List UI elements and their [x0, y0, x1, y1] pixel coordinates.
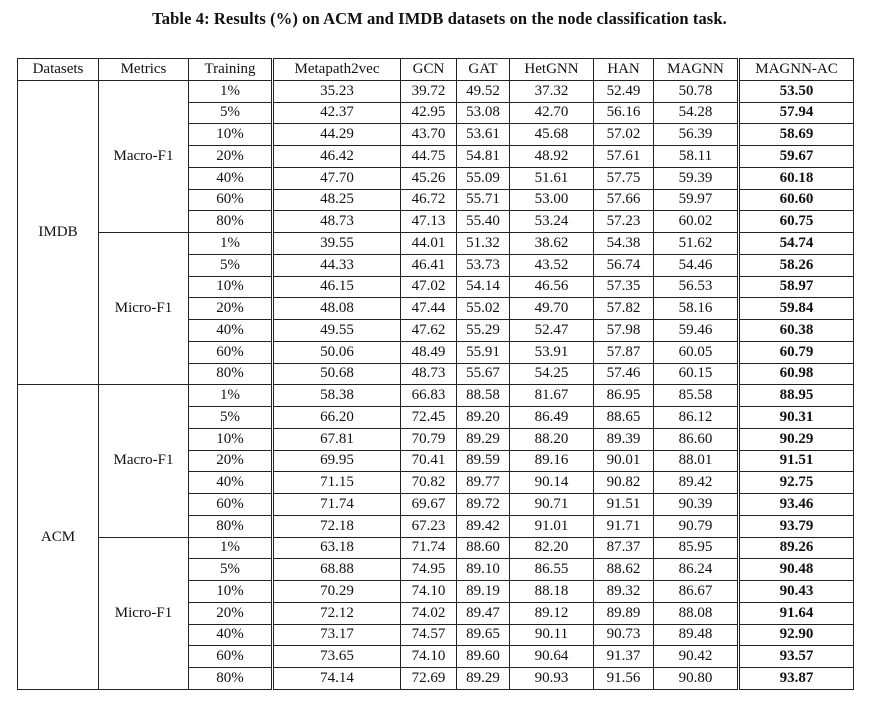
metapath2vec-cell: 44.33 [273, 254, 401, 276]
hetgnn-cell: 82.20 [510, 537, 594, 559]
magnn-cell: 59.46 [654, 320, 739, 342]
metric-label: Macro-F1 [99, 385, 189, 537]
han-cell: 90.73 [594, 624, 654, 646]
magnn-ac-cell: 54.74 [739, 233, 854, 255]
han-cell: 91.51 [594, 494, 654, 516]
hetgnn-cell: 38.62 [510, 233, 594, 255]
results-table [17, 58, 854, 690]
training-cell: 1% [189, 537, 273, 559]
metapath2vec-cell: 48.08 [273, 298, 401, 320]
gcn-cell: 74.02 [401, 602, 457, 624]
training-cell: 80% [189, 363, 273, 385]
magnn-cell: 86.24 [654, 559, 739, 581]
hetgnn-cell: 90.93 [510, 668, 594, 690]
metapath2vec-cell: 46.42 [273, 146, 401, 168]
hetgnn-cell: 86.55 [510, 559, 594, 581]
gat-cell: 89.77 [457, 472, 510, 494]
gat-cell: 54.81 [457, 146, 510, 168]
hetgnn-cell: 86.49 [510, 407, 594, 429]
magnn-ac-cell: 93.87 [739, 668, 854, 690]
training-cell: 80% [189, 515, 273, 537]
han-cell: 57.66 [594, 189, 654, 211]
metapath2vec-cell: 49.55 [273, 320, 401, 342]
han-cell: 88.62 [594, 559, 654, 581]
magnn-ac-cell: 60.60 [739, 189, 854, 211]
gat-cell: 55.40 [457, 211, 510, 233]
magnn-cell: 51.62 [654, 233, 739, 255]
hetgnn-cell: 89.12 [510, 602, 594, 624]
hetgnn-cell: 45.68 [510, 124, 594, 146]
metapath2vec-cell: 73.65 [273, 646, 401, 668]
magnn-cell: 60.15 [654, 363, 739, 385]
hetgnn-cell: 53.91 [510, 341, 594, 363]
table-row [18, 233, 854, 255]
gat-cell: 53.08 [457, 102, 510, 124]
magnn-cell: 88.01 [654, 450, 739, 472]
gcn-cell: 74.10 [401, 646, 457, 668]
gcn-cell: 45.26 [401, 167, 457, 189]
magnn-ac-cell: 60.38 [739, 320, 854, 342]
magnn-cell: 86.12 [654, 407, 739, 429]
metapath2vec-cell: 69.95 [273, 450, 401, 472]
han-cell: 88.65 [594, 407, 654, 429]
gcn-cell: 39.72 [401, 80, 457, 102]
training-cell: 40% [189, 167, 273, 189]
training-cell: 10% [189, 428, 273, 450]
magnn-cell: 60.02 [654, 211, 739, 233]
gat-cell: 89.10 [457, 559, 510, 581]
training-cell: 1% [189, 233, 273, 255]
magnn-cell: 86.67 [654, 581, 739, 603]
magnn-cell: 85.58 [654, 385, 739, 407]
gcn-cell: 70.82 [401, 472, 457, 494]
hetgnn-cell: 43.52 [510, 254, 594, 276]
han-cell: 57.02 [594, 124, 654, 146]
table-caption: Table 4: Results (%) on ACM and IMDB datasets on the node classification task. [152, 9, 727, 28]
gcn-cell: 71.74 [401, 537, 457, 559]
header-metapath2vec: Metapath2vec [273, 59, 401, 81]
hetgnn-cell: 88.20 [510, 428, 594, 450]
gat-cell: 55.29 [457, 320, 510, 342]
han-cell: 57.23 [594, 211, 654, 233]
hetgnn-cell: 90.11 [510, 624, 594, 646]
magnn-cell: 59.97 [654, 189, 739, 211]
training-cell: 10% [189, 276, 273, 298]
gcn-cell: 72.45 [401, 407, 457, 429]
gat-cell: 55.71 [457, 189, 510, 211]
training-cell: 80% [189, 668, 273, 690]
magnn-ac-cell: 60.18 [739, 167, 854, 189]
header-datasets: Datasets [18, 59, 99, 81]
gat-cell: 55.67 [457, 363, 510, 385]
magnn-ac-cell: 90.48 [739, 559, 854, 581]
hetgnn-cell: 81.67 [510, 385, 594, 407]
magnn-ac-cell: 90.43 [739, 581, 854, 603]
training-cell: 5% [189, 559, 273, 581]
magnn-ac-cell: 93.57 [739, 646, 854, 668]
training-cell: 40% [189, 320, 273, 342]
gcn-cell: 66.83 [401, 385, 457, 407]
metapath2vec-cell: 44.29 [273, 124, 401, 146]
metapath2vec-cell: 63.18 [273, 537, 401, 559]
gcn-cell: 74.10 [401, 581, 457, 603]
hetgnn-cell: 53.00 [510, 189, 594, 211]
header-magnn-ac: MAGNN-AC [739, 59, 854, 81]
gcn-cell: 69.67 [401, 494, 457, 516]
magnn-ac-cell: 57.94 [739, 102, 854, 124]
han-cell: 57.61 [594, 146, 654, 168]
header-metrics: Metrics [99, 59, 189, 81]
gcn-cell: 47.44 [401, 298, 457, 320]
magnn-cell: 58.11 [654, 146, 739, 168]
magnn-ac-cell: 58.69 [739, 124, 854, 146]
training-cell: 60% [189, 494, 273, 516]
training-cell: 5% [189, 407, 273, 429]
magnn-ac-cell: 89.26 [739, 537, 854, 559]
gcn-cell: 47.02 [401, 276, 457, 298]
magnn-cell: 56.39 [654, 124, 739, 146]
header-han: HAN [594, 59, 654, 81]
gat-cell: 89.72 [457, 494, 510, 516]
magnn-cell: 60.05 [654, 341, 739, 363]
training-cell: 20% [189, 146, 273, 168]
magnn-ac-cell: 90.29 [739, 428, 854, 450]
training-cell: 5% [189, 102, 273, 124]
metapath2vec-cell: 73.17 [273, 624, 401, 646]
magnn-ac-cell: 91.64 [739, 602, 854, 624]
magnn-ac-cell: 59.67 [739, 146, 854, 168]
gcn-cell: 74.95 [401, 559, 457, 581]
gcn-cell: 48.49 [401, 341, 457, 363]
hetgnn-cell: 89.16 [510, 450, 594, 472]
gat-cell: 55.91 [457, 341, 510, 363]
gat-cell: 89.60 [457, 646, 510, 668]
training-cell: 1% [189, 80, 273, 102]
header-gcn: GCN [401, 59, 457, 81]
magnn-ac-cell: 92.75 [739, 472, 854, 494]
han-cell: 56.16 [594, 102, 654, 124]
dataset-label: IMDB [18, 80, 99, 385]
table-row [18, 537, 854, 559]
gcn-cell: 74.57 [401, 624, 457, 646]
han-cell: 91.56 [594, 668, 654, 690]
gcn-cell: 48.73 [401, 363, 457, 385]
gcn-cell: 46.72 [401, 189, 457, 211]
table-body [18, 80, 854, 689]
training-cell: 10% [189, 581, 273, 603]
han-cell: 57.35 [594, 276, 654, 298]
magnn-ac-cell: 88.95 [739, 385, 854, 407]
gcn-cell: 46.41 [401, 254, 457, 276]
header-hetgnn: HetGNN [510, 59, 594, 81]
metapath2vec-cell: 35.23 [273, 80, 401, 102]
hetgnn-cell: 90.71 [510, 494, 594, 516]
training-cell: 1% [189, 385, 273, 407]
gat-cell: 89.47 [457, 602, 510, 624]
gat-cell: 89.29 [457, 428, 510, 450]
han-cell: 57.98 [594, 320, 654, 342]
training-cell: 20% [189, 602, 273, 624]
magnn-ac-cell: 58.97 [739, 276, 854, 298]
metric-label: Micro-F1 [99, 537, 189, 689]
gcn-cell: 47.62 [401, 320, 457, 342]
magnn-ac-cell: 60.98 [739, 363, 854, 385]
magnn-ac-cell: 93.46 [739, 494, 854, 516]
hetgnn-cell: 90.64 [510, 646, 594, 668]
header-gat: GAT [457, 59, 510, 81]
header-row [18, 59, 854, 81]
han-cell: 56.74 [594, 254, 654, 276]
metapath2vec-cell: 47.70 [273, 167, 401, 189]
metapath2vec-cell: 46.15 [273, 276, 401, 298]
training-cell: 40% [189, 624, 273, 646]
metapath2vec-cell: 74.14 [273, 668, 401, 690]
han-cell: 54.38 [594, 233, 654, 255]
magnn-ac-cell: 60.75 [739, 211, 854, 233]
metapath2vec-cell: 70.29 [273, 581, 401, 603]
han-cell: 57.75 [594, 167, 654, 189]
magnn-cell: 90.42 [654, 646, 739, 668]
magnn-cell: 89.48 [654, 624, 739, 646]
gat-cell: 89.59 [457, 450, 510, 472]
gat-cell: 89.20 [457, 407, 510, 429]
metapath2vec-cell: 42.37 [273, 102, 401, 124]
metapath2vec-cell: 72.12 [273, 602, 401, 624]
gat-cell: 53.73 [457, 254, 510, 276]
metapath2vec-cell: 58.38 [273, 385, 401, 407]
table-row [18, 80, 854, 102]
metapath2vec-cell: 72.18 [273, 515, 401, 537]
han-cell: 89.39 [594, 428, 654, 450]
magnn-ac-cell: 60.79 [739, 341, 854, 363]
gcn-cell: 67.23 [401, 515, 457, 537]
gat-cell: 89.65 [457, 624, 510, 646]
gcn-cell: 42.95 [401, 102, 457, 124]
han-cell: 52.49 [594, 80, 654, 102]
hetgnn-cell: 46.56 [510, 276, 594, 298]
han-cell: 57.87 [594, 341, 654, 363]
magnn-cell: 90.79 [654, 515, 739, 537]
gat-cell: 89.42 [457, 515, 510, 537]
gcn-cell: 72.69 [401, 668, 457, 690]
magnn-cell: 54.28 [654, 102, 739, 124]
hetgnn-cell: 42.70 [510, 102, 594, 124]
han-cell: 91.37 [594, 646, 654, 668]
magnn-cell: 59.39 [654, 167, 739, 189]
training-cell: 60% [189, 646, 273, 668]
han-cell: 90.82 [594, 472, 654, 494]
han-cell: 90.01 [594, 450, 654, 472]
hetgnn-cell: 49.70 [510, 298, 594, 320]
magnn-ac-cell: 58.26 [739, 254, 854, 276]
header-magnn: MAGNN [654, 59, 739, 81]
han-cell: 91.71 [594, 515, 654, 537]
hetgnn-cell: 51.61 [510, 167, 594, 189]
gcn-cell: 44.01 [401, 233, 457, 255]
metapath2vec-cell: 48.73 [273, 211, 401, 233]
metric-label: Micro-F1 [99, 233, 189, 385]
hetgnn-cell: 90.14 [510, 472, 594, 494]
training-cell: 60% [189, 341, 273, 363]
hetgnn-cell: 37.32 [510, 80, 594, 102]
gat-cell: 89.19 [457, 581, 510, 603]
training-cell: 60% [189, 189, 273, 211]
metapath2vec-cell: 50.68 [273, 363, 401, 385]
training-cell: 10% [189, 124, 273, 146]
hetgnn-cell: 91.01 [510, 515, 594, 537]
han-cell: 87.37 [594, 537, 654, 559]
magnn-cell: 58.16 [654, 298, 739, 320]
magnn-ac-cell: 53.50 [739, 80, 854, 102]
training-cell: 80% [189, 211, 273, 233]
han-cell: 89.89 [594, 602, 654, 624]
hetgnn-cell: 52.47 [510, 320, 594, 342]
gat-cell: 53.61 [457, 124, 510, 146]
training-cell: 20% [189, 298, 273, 320]
gcn-cell: 70.79 [401, 428, 457, 450]
gat-cell: 49.52 [457, 80, 510, 102]
magnn-cell: 90.39 [654, 494, 739, 516]
hetgnn-cell: 53.24 [510, 211, 594, 233]
metapath2vec-cell: 71.15 [273, 472, 401, 494]
gat-cell: 51.32 [457, 233, 510, 255]
training-cell: 40% [189, 472, 273, 494]
magnn-cell: 54.46 [654, 254, 739, 276]
magnn-ac-cell: 90.31 [739, 407, 854, 429]
gcn-cell: 47.13 [401, 211, 457, 233]
metapath2vec-cell: 50.06 [273, 341, 401, 363]
metapath2vec-cell: 66.20 [273, 407, 401, 429]
magnn-ac-cell: 59.84 [739, 298, 854, 320]
han-cell: 57.46 [594, 363, 654, 385]
magnn-ac-cell: 91.51 [739, 450, 854, 472]
gat-cell: 88.60 [457, 537, 510, 559]
gcn-cell: 43.70 [401, 124, 457, 146]
magnn-cell: 85.95 [654, 537, 739, 559]
magnn-cell: 88.08 [654, 602, 739, 624]
hetgnn-cell: 54.25 [510, 363, 594, 385]
magnn-cell: 86.60 [654, 428, 739, 450]
header-training: Training [189, 59, 273, 81]
training-cell: 5% [189, 254, 273, 276]
gat-cell: 54.14 [457, 276, 510, 298]
magnn-cell: 50.78 [654, 80, 739, 102]
han-cell: 89.32 [594, 581, 654, 603]
magnn-ac-cell: 92.90 [739, 624, 854, 646]
magnn-cell: 90.80 [654, 668, 739, 690]
metapath2vec-cell: 67.81 [273, 428, 401, 450]
han-cell: 86.95 [594, 385, 654, 407]
gcn-cell: 44.75 [401, 146, 457, 168]
magnn-cell: 56.53 [654, 276, 739, 298]
magnn-ac-cell: 93.79 [739, 515, 854, 537]
gat-cell: 55.09 [457, 167, 510, 189]
metapath2vec-cell: 48.25 [273, 189, 401, 211]
gcn-cell: 70.41 [401, 450, 457, 472]
han-cell: 57.82 [594, 298, 654, 320]
gat-cell: 88.58 [457, 385, 510, 407]
dataset-label: ACM [18, 385, 99, 690]
metric-label: Macro-F1 [99, 80, 189, 232]
gat-cell: 55.02 [457, 298, 510, 320]
metapath2vec-cell: 68.88 [273, 559, 401, 581]
table-row [18, 385, 854, 407]
metapath2vec-cell: 39.55 [273, 233, 401, 255]
metapath2vec-cell: 71.74 [273, 494, 401, 516]
hetgnn-cell: 48.92 [510, 146, 594, 168]
magnn-cell: 89.42 [654, 472, 739, 494]
hetgnn-cell: 88.18 [510, 581, 594, 603]
training-cell: 20% [189, 450, 273, 472]
gat-cell: 89.29 [457, 668, 510, 690]
results-table-container [17, 58, 854, 690]
